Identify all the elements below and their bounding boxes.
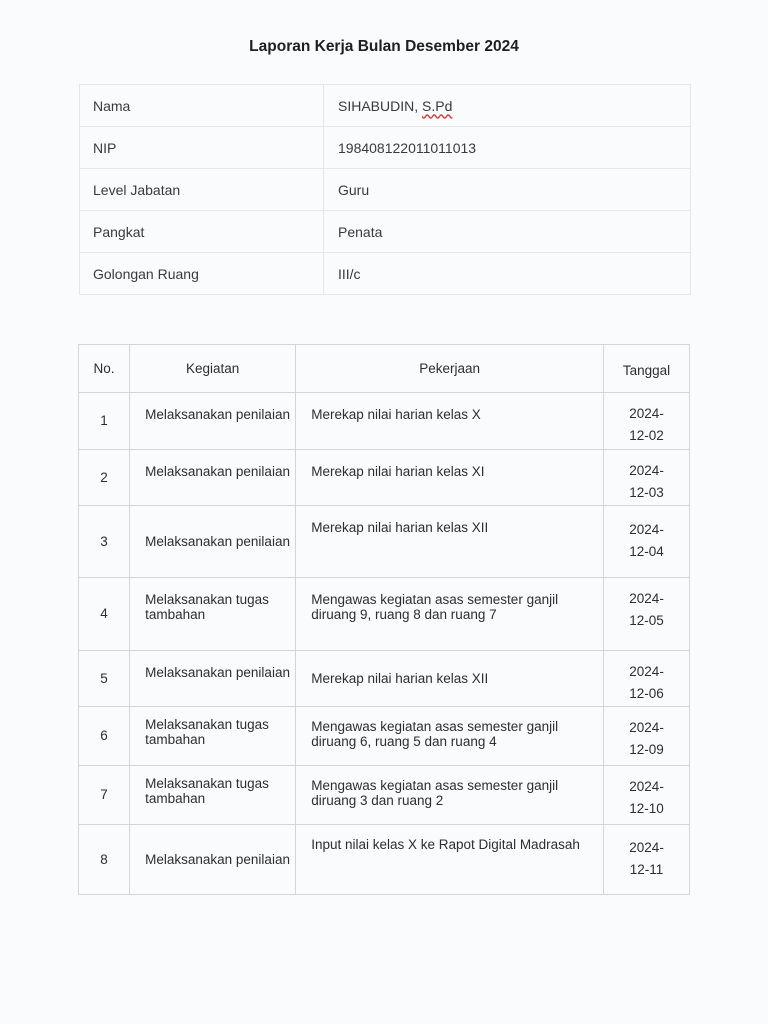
row-tanggal [604, 450, 690, 506]
header-pekerjaan: Pekerjaan [296, 345, 604, 393]
table-header-row [79, 345, 690, 393]
row-tanggal [604, 707, 690, 766]
row-pekerjaan: Merekap nilai harian kelas XI [296, 450, 604, 506]
row-tanggal [604, 651, 690, 707]
info-row-level-jabatan [80, 169, 691, 211]
row-kegiatan: Melaksanakan penilaian [130, 506, 296, 578]
tanggal-year: 2024- [629, 720, 664, 735]
tanggal-month-day: 12-06 [629, 686, 664, 701]
row-pekerjaan: Input nilai kelas X ke Rapot Digital Madrasah [296, 825, 604, 895]
row-kegiatan: Melaksanakan penilaian [130, 651, 296, 707]
tanggal-month-day: 12-04 [629, 544, 664, 559]
tanggal-month-day: 12-05 [629, 613, 664, 628]
row-kegiatan: Melaksanakan tugas tambahan [130, 707, 296, 766]
row-pekerjaan: Mengawas kegiatan asas semester ganjil diruang 6, ruang 5 dan ruang 4 [296, 707, 604, 766]
header-kegiatan: Kegiatan [130, 345, 296, 393]
header-tanggal: Tanggal [604, 345, 690, 393]
header-no: No. [79, 345, 130, 393]
info-value: Penata [324, 211, 691, 253]
info-value: III/c [324, 253, 691, 295]
tanggal-month-day: 12-03 [629, 485, 664, 500]
tanggal-year: 2024- [629, 840, 664, 855]
row-number: 3 [79, 506, 130, 578]
row-tanggal [604, 766, 690, 825]
row-tanggal [604, 506, 690, 578]
info-label: Golongan Ruang [80, 253, 324, 295]
table-row [79, 450, 690, 506]
row-number: 8 [79, 825, 130, 895]
table-row [79, 651, 690, 707]
tanggal-year: 2024- [629, 591, 664, 606]
table-row [79, 578, 690, 651]
table-row [79, 707, 690, 766]
table-row [79, 766, 690, 825]
row-number: 5 [79, 651, 130, 707]
row-kegiatan: Melaksanakan penilaian [130, 393, 296, 450]
info-value-nama: SIHABUDIN, S.Pd [338, 97, 453, 114]
row-number: 7 [79, 766, 130, 825]
info-row-pangkat [80, 211, 691, 253]
tanggal-month-day: 12-10 [629, 801, 664, 816]
table-row [79, 825, 690, 895]
row-tanggal [604, 578, 690, 651]
row-number: 6 [79, 707, 130, 766]
tanggal-year: 2024- [629, 522, 664, 537]
info-label: Level Jabatan [80, 169, 324, 211]
row-number: 4 [79, 578, 130, 651]
row-number: 1 [79, 393, 130, 450]
row-kegiatan: Melaksanakan penilaian [130, 825, 296, 895]
row-pekerjaan: Mengawas kegiatan asas semester ganjil diruang 9, ruang 8 dan ruang 7 [296, 578, 604, 651]
tanggal-year: 2024- [629, 779, 664, 794]
info-label: Pangkat [80, 211, 324, 253]
info-row-golongan-ruang [80, 253, 691, 295]
info-row-nama [80, 85, 691, 127]
tanggal-month-day: 12-11 [629, 862, 664, 877]
info-row-nip [80, 127, 691, 169]
info-label: NIP [80, 127, 324, 169]
tanggal-year: 2024- [629, 463, 664, 478]
spellcheck-underlined-text: S.Pd [422, 97, 453, 114]
row-pekerjaan: Merekap nilai harian kelas XII [296, 651, 604, 707]
info-value: 198408122011011013 [324, 127, 691, 169]
page-title: Laporan Kerja Bulan Desember 2024 [249, 38, 519, 55]
row-tanggal [604, 825, 690, 895]
row-pekerjaan: Merekap nilai harian kelas X [296, 393, 604, 450]
tanggal-year: 2024- [629, 406, 664, 421]
tanggal-month-day: 12-09 [629, 742, 664, 757]
row-tanggal [604, 393, 690, 450]
employee-info-table [79, 84, 691, 295]
table-row [79, 393, 690, 450]
table-row [79, 506, 690, 578]
row-pekerjaan: Merekap nilai harian kelas XII [296, 506, 604, 578]
row-pekerjaan: Mengawas kegiatan asas semester ganjil diruang 3 dan ruang 2 [296, 766, 604, 825]
row-kegiatan: Melaksanakan tugas tambahan [130, 578, 296, 651]
tanggal-month-day: 12-02 [629, 428, 664, 443]
info-label: Nama [80, 85, 324, 127]
row-kegiatan: Melaksanakan tugas tambahan [130, 766, 296, 825]
info-value [324, 85, 691, 127]
info-value: Guru [324, 169, 691, 211]
row-number: 2 [79, 450, 130, 506]
work-report-table [78, 344, 690, 895]
tanggal-year: 2024- [629, 664, 664, 679]
row-kegiatan: Melaksanakan penilaian [130, 450, 296, 506]
